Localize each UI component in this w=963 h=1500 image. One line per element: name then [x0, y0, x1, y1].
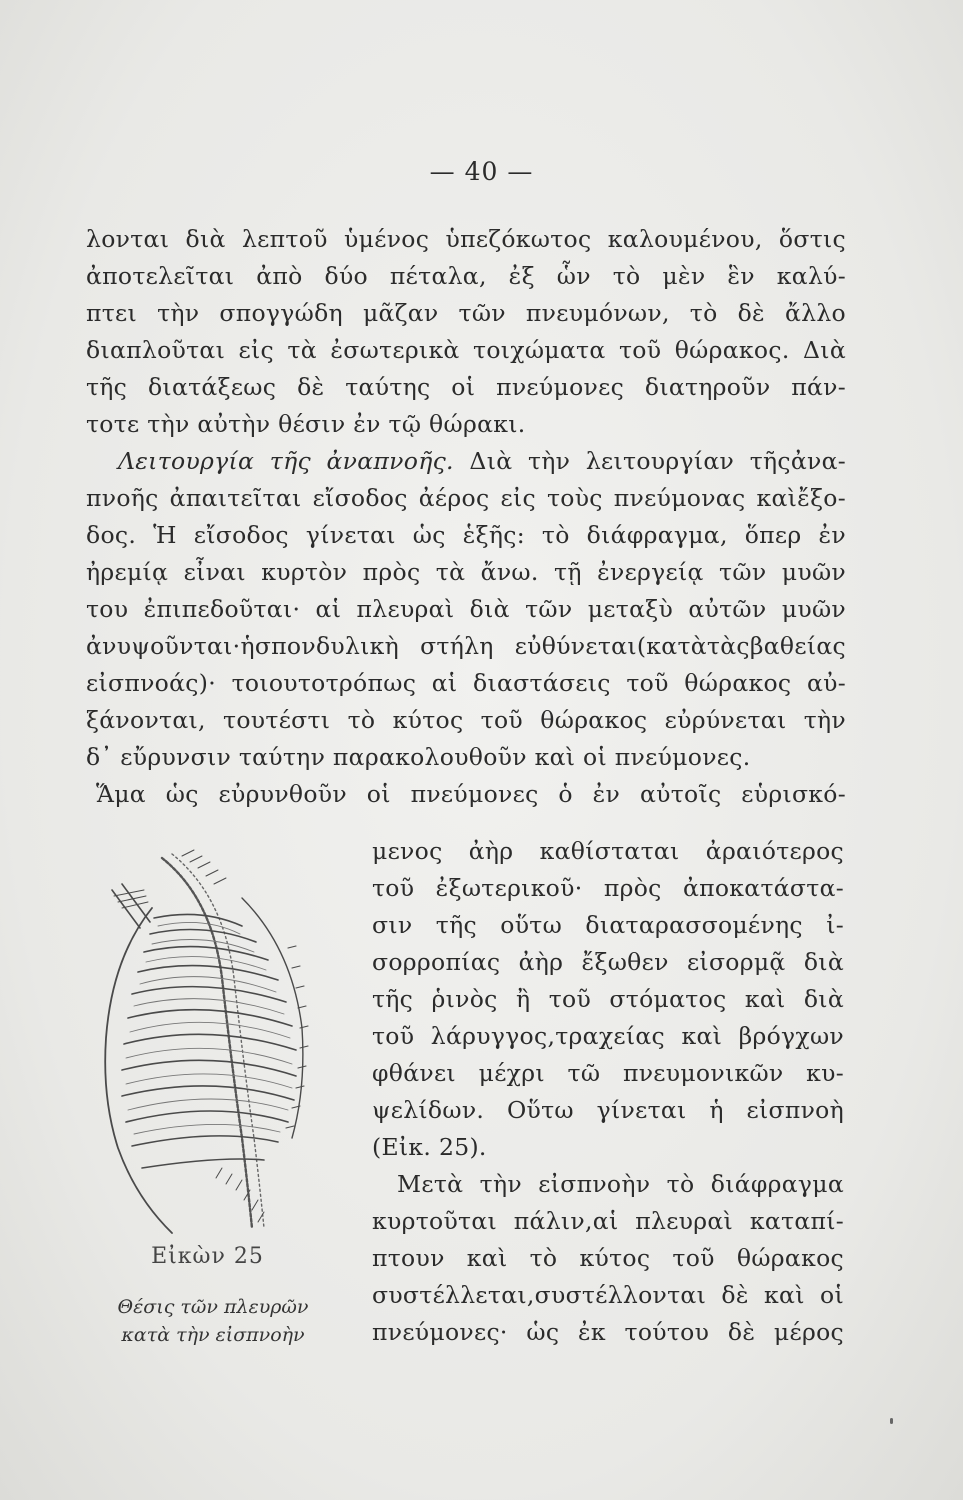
side-text-line: Μετὰ τὴν εἰσπνοὴν τὸ διάφραγμα: [397, 1170, 844, 1198]
figure-caption-line: Θέσις τῶν πλευρῶν: [117, 1296, 309, 1318]
side-text-line: τῆς ῥινὸς ἢ τοῦ στόματος καὶ διὰ: [372, 985, 844, 1013]
text-line: διαπλοῦται εἰς τὰ ἐσωτερικὰ τοιχώματα τοῦ θώρακος. Διὰ: [86, 336, 846, 364]
paper-speck: [890, 1418, 893, 1424]
side-text-line: (Εἰκ. 25).: [372, 1133, 487, 1161]
side-text-line: φθάνει μέχρι τῶ πνευμονικῶν κυ-: [372, 1059, 844, 1087]
text-line: πτει τὴν σπογγώδη μᾶζαν τῶν πνευμόνων, τὸ δὲ ἄλλο: [86, 299, 846, 327]
text-line: του ἐπιπεδοῦται· αἱ πλευραὶ διὰ τῶν μεταξὺ αὐτῶν μυῶν: [86, 595, 846, 623]
side-text-line: σιν τῆς οὕτω διαταρασσομένης ἰ-: [372, 911, 844, 939]
text-line: τῆς διατάξεως δὲ ταύτης οἱ πνεύμονες διατηροῦν πάν-: [86, 373, 846, 401]
page-number: — 40 —: [429, 157, 534, 186]
side-text-line: πτουν καὶ τὸ κύτος τοῦ θώρακος: [372, 1244, 844, 1272]
text-line: λονται διὰ λεπτοῦ ὑμένος ὑπεζόκωτος καλουμένου, ὅστις: [86, 225, 846, 253]
side-text-line: πνεύμονες· ὡς ἐκ τούτου δὲ μέρος: [372, 1318, 844, 1346]
ribcage-illustration: [92, 838, 324, 1238]
text-line: τοτε τὴν αὐτὴν θέσιν ἐν τῷ θώρακι.: [86, 410, 526, 438]
ribcage-drawing: [92, 838, 324, 1238]
text-line: πνοῆς ἀπαιτεῖται εἴσοδος ἀέρος εἰς τοὺς πνεύμονας καὶἔξο-: [86, 484, 846, 512]
side-text-line: μενος ἀὴρ καθίσταται ἀραιότερος: [372, 837, 844, 865]
figure-caption-line: κατὰ τὴν εἰσπνοὴν: [121, 1324, 305, 1346]
figure-label: Εἰκὼν 25: [151, 1244, 264, 1269]
text-line: δ᾽ εὔρυνσιν ταύτην παρακολουθοῦν καὶ οἱ πνεύμονες.: [86, 743, 751, 771]
side-text-line: κυρτοῦται πάλιν,αἱ πλευραὶ καταπί-: [372, 1207, 844, 1235]
text-line: Ἅμα ὡς εὐρυνθοῦν οἱ πνεύμονες ὁ ἐν αὐτοῖς εὑρισκό-: [96, 780, 846, 808]
side-text-line: συστέλλεται,συστέλλονται δὲ καὶ οἱ: [372, 1281, 844, 1309]
side-text-line: σορροπίας ἀὴρ ἔξωθεν εἰσορμᾷ διὰ: [372, 948, 844, 976]
text-line-heading: Λειτουργία τῆς ἀναπνοῆς. Διὰ τὴν λειτουργίαν τῆςἀνα-: [118, 447, 846, 475]
text-line: εἰσπνοάς)· τοιουτοτρόπως αἱ διαστάσεις τοῦ θώρακος αὐ-: [86, 669, 846, 697]
side-text-line: ψελίδων. Οὕτω γίνεται ἡ εἰσπνοὴ: [372, 1096, 844, 1124]
text-line: ἀνυψοῦνται·ἡσπονδυλικὴ στήλη εὐθύνεται(κατὰτὰςβαθείας: [86, 632, 846, 660]
text-line: ἠρεμίᾳ εἶναι κυρτὸν πρὸς τὰ ἄνω. τῇ ἐνεργείᾳ τῶν μυῶν: [86, 558, 846, 586]
side-text-line: τοῦ ἐξωτερικοῦ· πρὸς ἀποκατάστα-: [372, 874, 844, 902]
side-text-line: τοῦ λάρυγγος,τραχείας καὶ βρόγχων: [372, 1022, 844, 1050]
text-line: ἀποτελεῖται ἀπὸ δύο πέταλα, ἐξ ὧν τὸ μὲν ἓν καλύ-: [86, 262, 846, 290]
text-line: ξάνονται, τουτέστι τὸ κύτος τοῦ θώρακος εὐρύνεται τὴν: [86, 706, 846, 734]
text-line: δος. Ἡ εἴσοδος γίνεται ὡς ἑξῆς: τὸ διάφραγμα, ὅπερ ἐν: [86, 521, 846, 549]
